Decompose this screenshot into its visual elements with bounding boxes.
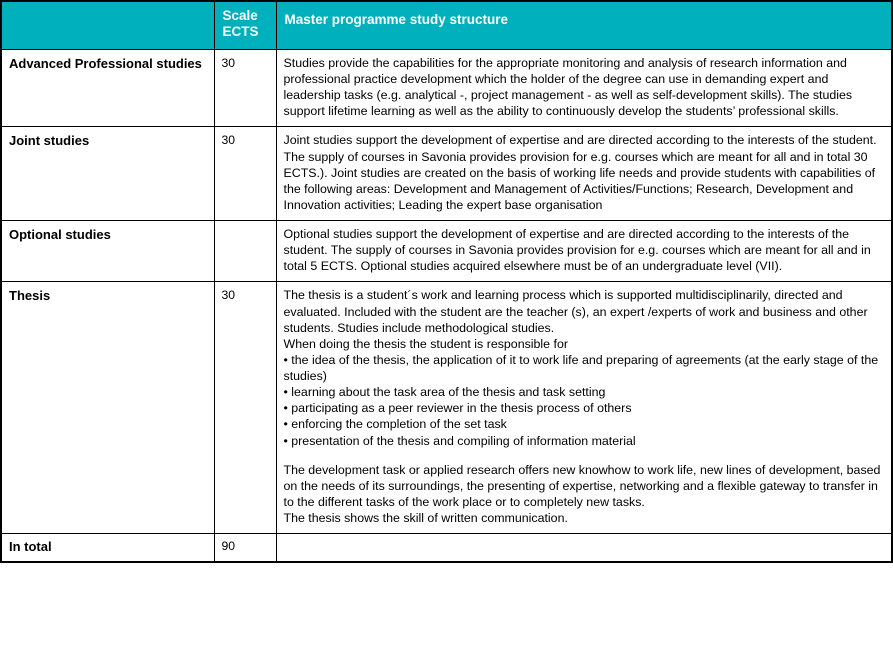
table-row	[1, 49, 892, 127]
header-scale-line1: Scale	[222, 8, 258, 23]
description-paragraph: Joint studies support the development of expertise and are directed according to the interests of the student. The supply of courses in Savonia provides provision for e.g. courses which are meant for all and in total 30 ECTS.). Joint studies are created on the basis of working life needs and provide students with capabilities of the following areas: Development and Management of Activities/Functions; Research, Development and Innovation activities; Leading the expert base organisation	[283, 133, 877, 212]
table-header	[1, 1, 892, 49]
description-bullet: • learning about the task area of the thesis and task setting	[283, 385, 606, 400]
description-bullet: • enforcing the completion of the set task	[283, 417, 507, 432]
description-paragraph: The thesis shows the skill of written communication.	[283, 511, 568, 526]
description-bullet: • the idea of the thesis, the application of it to work life and preparing of agreements (at the early stage of the studies)	[283, 352, 879, 384]
header-study-area	[1, 1, 214, 49]
row-description	[276, 282, 892, 534]
description-bullet: • participating as a peer reviewer in the thesis process of others	[283, 401, 632, 416]
description-bullet: • presentation of the thesis and compiling of information material	[283, 433, 636, 448]
table-body	[1, 49, 892, 562]
row-description	[276, 221, 892, 282]
description-paragraph: The development task or applied research offers new knowhow to work life, new lines of development, based on the needs of its surroundings, the presenting of expertise, networking and a flexible gateway to transfer in to the different tasks of the work place or to completely new tasks.	[283, 462, 881, 509]
total-description	[276, 534, 892, 562]
header-scale-ects	[214, 1, 276, 49]
table-total-row	[1, 534, 892, 562]
row-scale-value: 30	[214, 49, 276, 127]
row-area-label: Optional studies	[1, 221, 214, 282]
row-description	[276, 127, 892, 221]
row-area-label: Joint studies	[1, 127, 214, 221]
total-scale-value: 90	[214, 534, 276, 562]
table-row	[1, 221, 892, 282]
row-area-label: Thesis	[1, 282, 214, 534]
row-scale-value: 30	[214, 282, 276, 534]
description-paragraph: When doing the thesis the student is responsible for	[283, 336, 568, 351]
description-paragraph: Optional studies support the development of expertise and are directed according to the interests of the student. The supply of courses in Savonia provides provision for e.g. courses which are meant for all and in total 5 ECTS. Optional studies acquired elsewhere must be of an undergraduate level (VII).	[283, 227, 871, 274]
description-paragraph: The thesis is a student´s work and learning process which is supported multidisciplinarily, directed and evaluated. Included with the student are the teacher (s), an expert /experts of work and business and other students. Studies include methodological studies.	[283, 288, 868, 335]
table-row	[1, 127, 892, 221]
header-description: Master programme study structure	[276, 1, 892, 49]
header-scale-line2: ECTS	[222, 24, 259, 40]
row-scale-value: 30	[214, 127, 276, 221]
table-header-row	[1, 1, 892, 49]
total-label: In total	[1, 534, 214, 562]
row-description	[276, 49, 892, 127]
table-row	[1, 282, 892, 534]
row-area-label: Advanced Professional studies	[1, 49, 214, 127]
description-paragraph: Studies provide the capabilities for the appropriate monitoring and analysis of research information and professional practice development which the holder of the degree can use in demanding expert and leadership tasks (e.g. analytical -, project management - as well as self-development skills). The studies support lifetime learning as well as the ability to continuously develop the students’ professional skills.	[283, 55, 853, 119]
row-scale-value	[214, 221, 276, 282]
